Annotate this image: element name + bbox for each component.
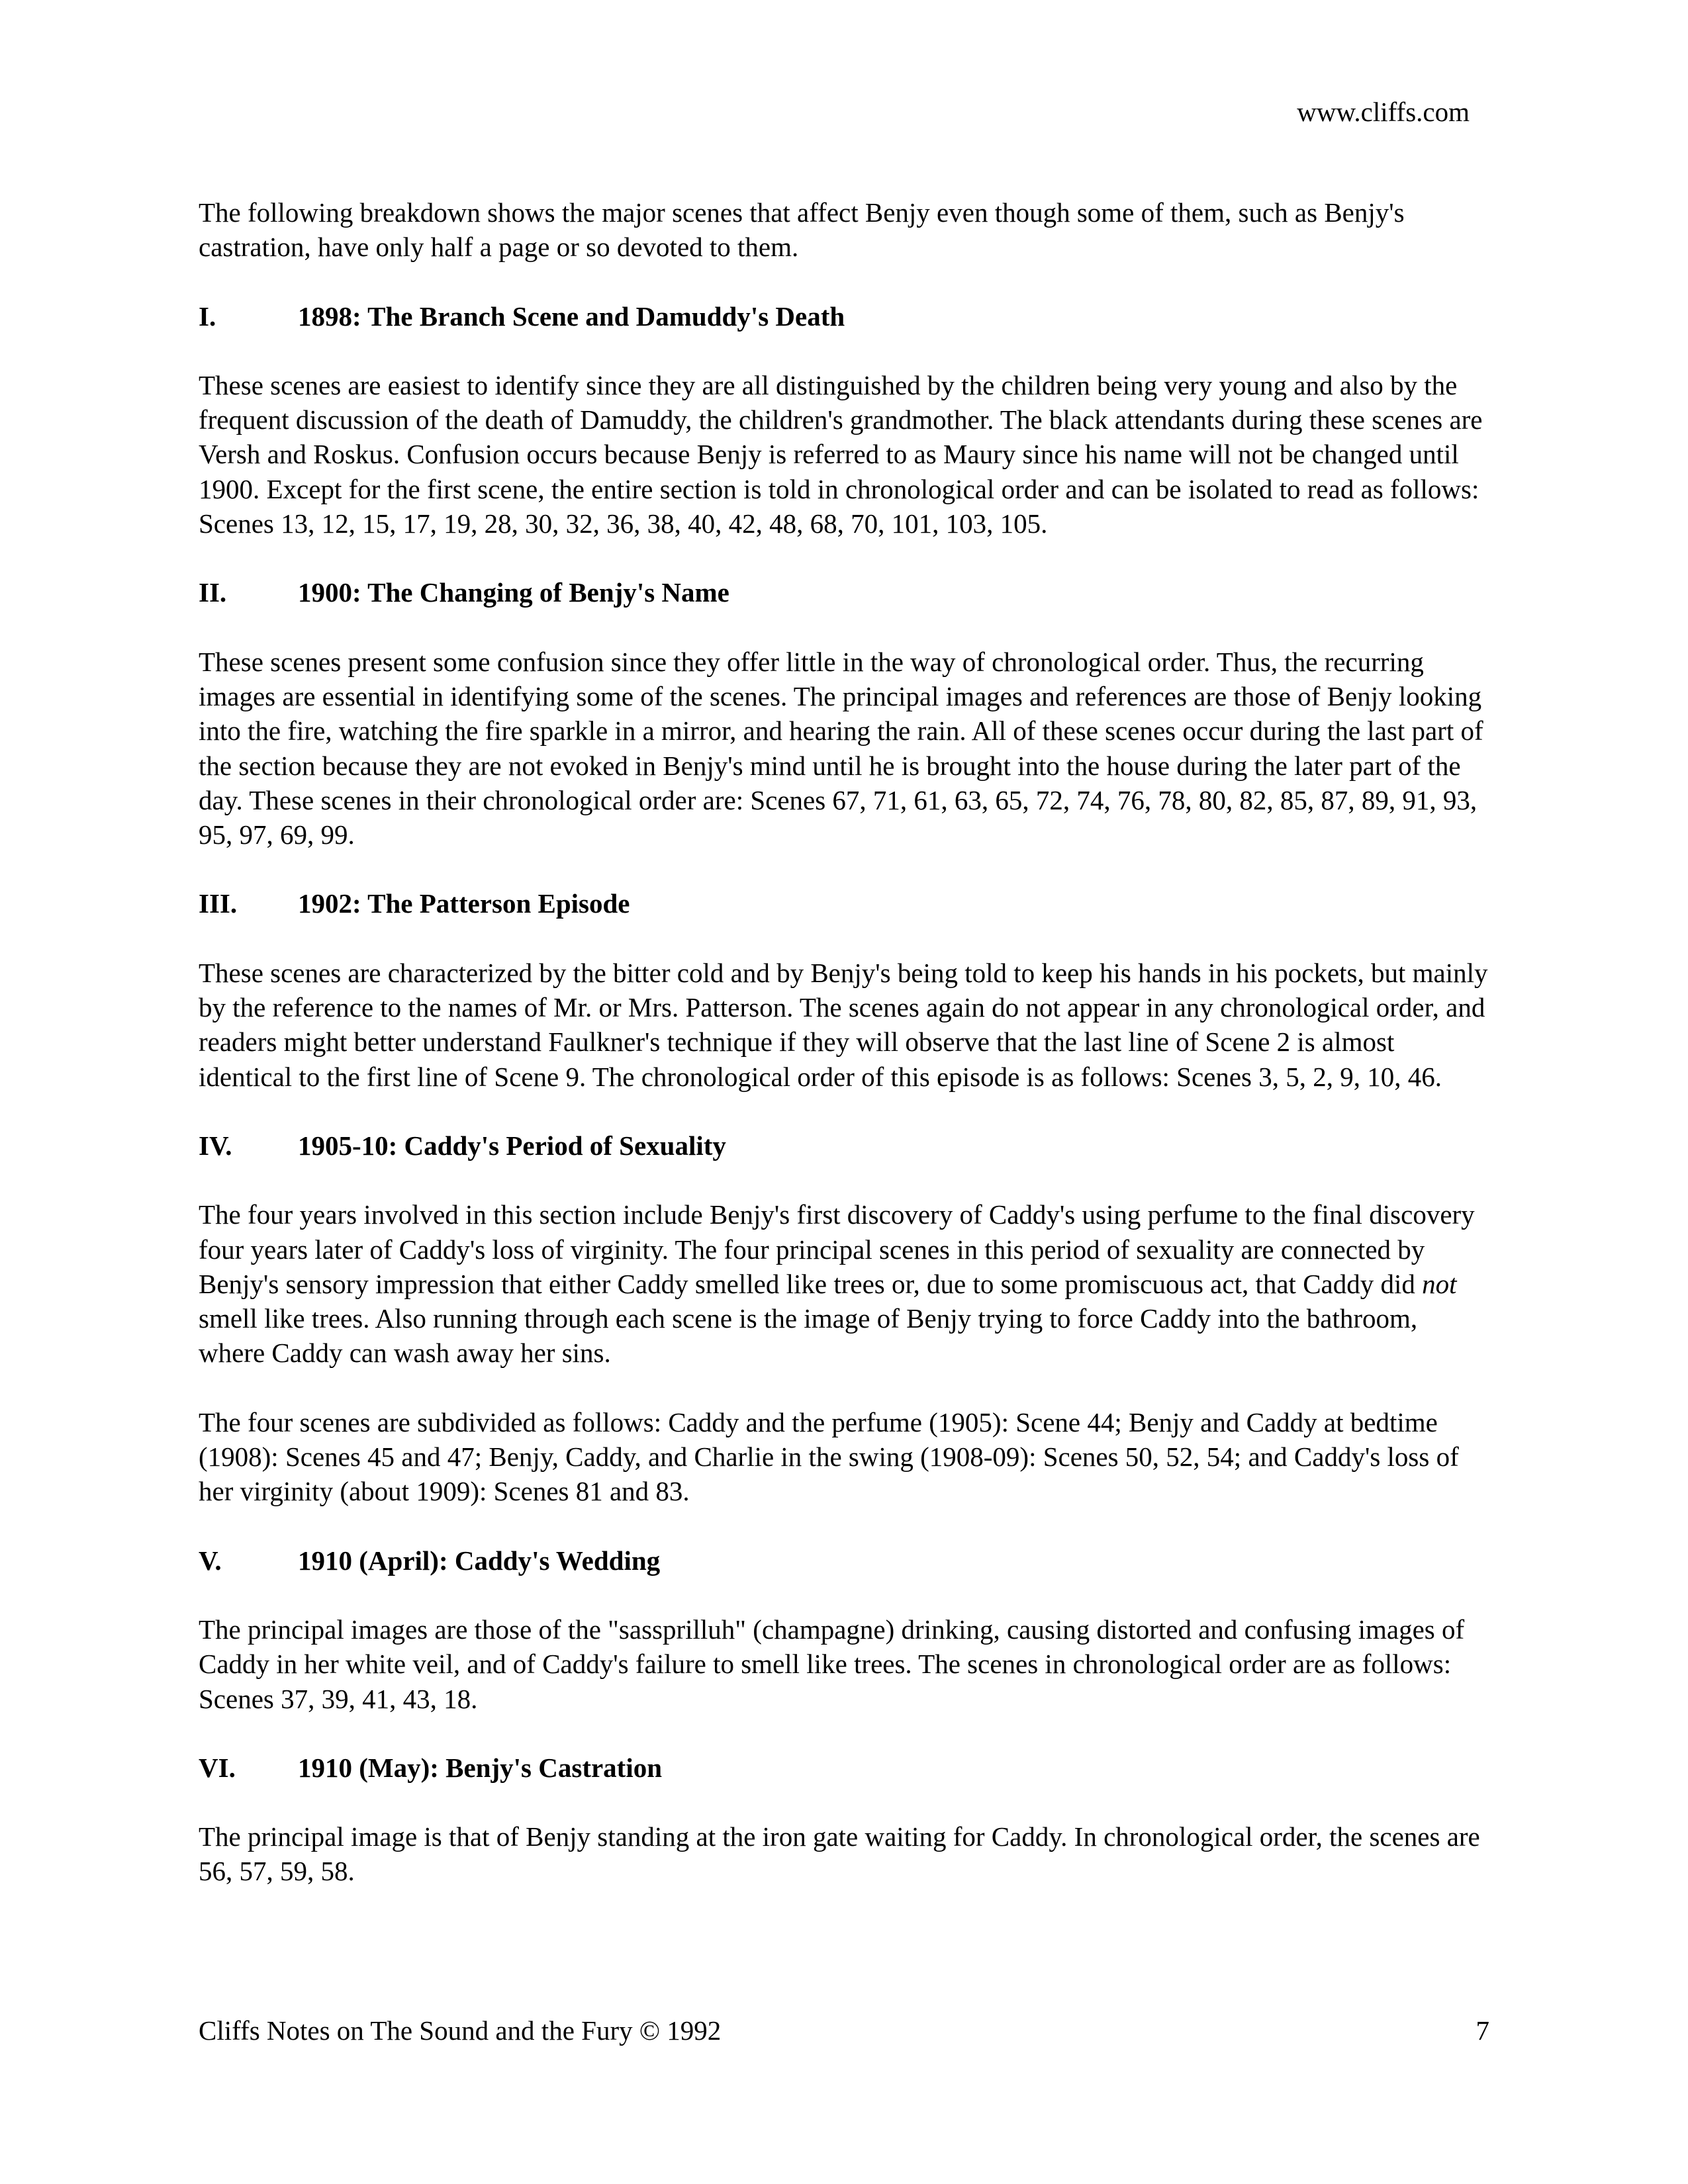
page-number: 7 bbox=[1476, 2015, 1489, 2046]
section-title: 1900: The Changing of Benjy's Name bbox=[298, 577, 729, 608]
emphasized-text: not bbox=[1422, 1268, 1457, 1299]
section-paragraph: These scenes are easiest to identify since they are all distinguished by the children being very young and also by the frequent discussion of the death of Damuddy, the children's grandmother. The black attendants during these scenes are Versh and Roskus. Confusion occurs because Benjy is referred to as Maury since his name will not be changed until 1900. Except for the first scene, the entire section is told in chronological order and can be isolated to read as follows: Scenes 13, 12, 15, 17, 19, 28, 30, 32, 36, 38, 40, 42, 48, 68, 70, 101, 103, 105. bbox=[199, 369, 1483, 539]
section-heading-2 bbox=[199, 575, 1489, 610]
section-heading-6 bbox=[199, 1751, 1489, 1785]
section-heading-5 bbox=[199, 1543, 1489, 1578]
section-number: I. bbox=[199, 300, 216, 332]
paragraph-text: The four years involved in this section include Benjy's first discovery of Caddy's using perfume to the final discovery four years later of Caddy's loss of virginity. The four principal scenes in this period of sexuality are connected by Benjy's sensory impression that either Caddy smelled like trees or, due to some promiscuous act, that Caddy did bbox=[199, 1199, 1475, 1299]
section-paragraph: These scenes present some confusion since they offer little in the way of chronological order. Thus, the recurring images are essential in identifying some of the scenes. The principal images and references are those of Benjy looking into the fire, watching the fire sparkle in a mirror, and hearing the rain. All of these scenes occur during the last part of the section because they are not evoked in Benjy's mind until he is brought into the house during the later part of the day. These scenes in their chronological order are: Scenes 67, 71, 61, 63, 65, 72, 74, 76, 78, 80, 82, 85, 87, 89, 91, 93, 95, 97, 69, 99. bbox=[199, 646, 1483, 850]
section-paragraph bbox=[199, 1197, 1489, 1370]
section-heading-3 bbox=[199, 886, 1489, 921]
section-number: IV. bbox=[199, 1130, 232, 1161]
section-paragraph: These scenes are characterized by the bitter cold and by Benjy's being told to keep his hands in his pockets, but mainly by the reference to the names of Mr. or Mrs. Patterson. The scenes again do not appear in any chronological order, and readers might better understand Faulkner's technique if they will observe that the last line of Scene 2 is almost identical to the first line of Scene 9. The chronological order of this episode is as follows: Scenes 3, 5, 2, 9, 10, 46. bbox=[199, 957, 1488, 1092]
section-paragraph: The principal images are those of the "sassprilluh" (champagne) drinking, causing distorted and confusing images of Caddy in her white veil, and of Caddy's failure to smell like trees. The scenes in chronological order are as follows: Scenes 37, 39, 41, 43, 18. bbox=[199, 1614, 1465, 1714]
section-title: 1910 (May): Benjy's Castration bbox=[298, 1752, 663, 1783]
page-footer bbox=[199, 2013, 1489, 2048]
section-title: 1902: The Patterson Episode bbox=[298, 888, 630, 919]
section-number: II. bbox=[199, 577, 227, 608]
header-url: www.cliffs.com bbox=[1297, 97, 1470, 127]
intro-paragraph: The following breakdown shows the major scenes that affect Benjy even though some of them, such as Benjy's castration, have only half a page or so devoted to them. bbox=[199, 197, 1405, 263]
footer-title: Cliffs Notes on The Sound and the Fury © 1992 bbox=[199, 2015, 722, 2046]
section-title: 1905-10: Caddy's Period of Sexuality bbox=[298, 1130, 726, 1161]
paragraph-text: smell like trees. Also running through each scene is the image of Benjy trying to force Caddy into the bathroom, where Caddy can wash away her sins. bbox=[199, 1303, 1418, 1369]
section-paragraph: The principal image is that of Benjy standing at the iron gate waiting for Caddy. In chronological order, the scenes are 56, 57, 59, 58. bbox=[199, 1821, 1480, 1887]
section-heading-4 bbox=[199, 1128, 1489, 1163]
section-paragraph: The four scenes are subdivided as follows: Caddy and the perfume (1905): Scene 44; Benjy and Caddy at bedtime (1908): Scenes 45 and 47; Benjy, Caddy, and Charlie in the swing (1908-09): Scenes 50, 52, 54; and Caddy's loss of her virginity (about 1909): Scenes 81 and 83. bbox=[199, 1406, 1459, 1507]
section-title: 1910 (April): Caddy's Wedding bbox=[298, 1545, 661, 1576]
section-title: 1898: The Branch Scene and Damuddy's Death bbox=[298, 300, 845, 332]
section-heading-1 bbox=[199, 299, 1489, 334]
section-number: III. bbox=[199, 888, 238, 919]
section-number: VI. bbox=[199, 1752, 236, 1783]
content-body bbox=[199, 195, 1489, 1923]
section-number: V. bbox=[199, 1545, 222, 1576]
